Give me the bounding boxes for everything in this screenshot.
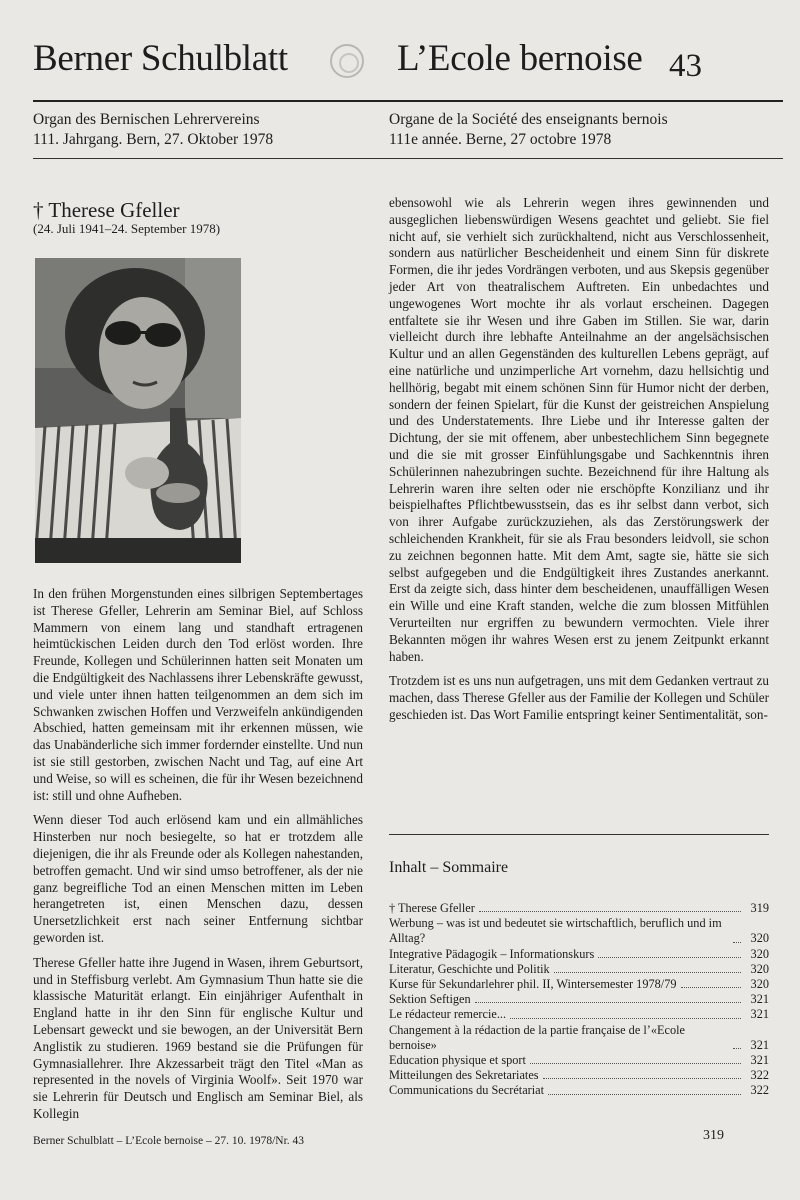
page-number: 319 — [703, 1128, 724, 1143]
contents-item-text: Sektion Seftigen — [389, 992, 471, 1007]
contents-item — [389, 1068, 769, 1083]
contents-item — [389, 962, 769, 977]
article-paragraph: Therese Gfeller hatte ihre Jugend in Wasen, ihrem Geburtsort, und in Steffisburg verlebt. Am Gymnasium Thun hatte sie die klassische Maturität erlangt. Ein einjähriger Aufenthalt in England hatte in ihr den Sinn für englische Kultur und Lebensart geweckt und sie bewogen, an der Universität Bern Anglistik zu studieren. 1969 bestand sie die Prüfungen für Gymnasiallehrer. Ihre Akzessarbeit trägt den Titel «Man as represented in the novels of Virginia Woolf». Seit 1970 war sie Lehrerin für Deutsch und Englisch am Seminar Biel, als Kollegin — [33, 954, 363, 1121]
portrait-photo-icon — [35, 258, 241, 563]
article-paragraph: Wenn dieser Tod auch erlösend kam und ein allmähliches Hinsterben nur noch besiegelte, so hat er trotzdem alle diejenigen, die ihr als Freunde oder als Kollegen nahestanden, betroffen gemacht. Und wir sind umso betroffener, als der nie ganz begreifliche Tod an einen Menschen mitten im Leben herangetreten ist, einen Menschen dazu, dessen Unersetzlichkeit erst nach seiner Entfernung sichtbar geworden ist. — [33, 812, 363, 945]
article-title: † Therese Gfeller — [33, 198, 180, 222]
dot-leader — [681, 987, 742, 988]
contents-item-page: 320 — [750, 931, 769, 946]
contents-item-page: 322 — [750, 1068, 769, 1083]
contents-title: Inhalt – Sommaire — [389, 859, 509, 876]
issue-de: 111. Jahrgang. Bern, 27. Oktober 1978 — [33, 131, 274, 148]
contents-item — [389, 916, 769, 946]
dot-leader — [733, 1048, 741, 1049]
contents-list — [389, 901, 769, 1099]
contents-item-page: 321 — [750, 1007, 769, 1022]
dot-leader — [543, 1078, 741, 1079]
masthead-title-de: Berner Schulblatt — [33, 38, 288, 79]
dot-leader — [598, 957, 741, 958]
dot-leader — [548, 1094, 741, 1095]
dot-leader — [479, 911, 741, 912]
contents-item-page: 319 — [750, 901, 769, 915]
contents-item — [389, 1023, 769, 1053]
contents-item-page: 322 — [750, 1083, 769, 1098]
contents-item-page: 320 — [750, 961, 769, 976]
contents-item — [389, 977, 769, 992]
contents-item — [389, 1007, 769, 1022]
contents-item-text: Mitteilungen des Sekretariates — [389, 1068, 539, 1083]
dot-leader — [733, 942, 741, 943]
contents-item-text: † Therese Gfeller — [389, 901, 475, 915]
footer-line: Berner Schulblatt – L’Ecole bernoise – 27. 10. 1978/Nr. 43 — [33, 1135, 305, 1147]
article-dates: (24. Juli 1941–24. September 1978) — [33, 221, 221, 236]
article-paragraph: ebensowohl wie als Lehrerin wegen ihres gewinnenden und ausgeglichen liebenswürdigen Wesens geachtet und geliebt. Sie fiel nicht auf, sie verhielt sich zurückhaltend, nicht aus Verschlossenheit, sondern aus natürlicher Bescheidenheit und einem Sinn für diskrete Formen, die ihr jedes Vordrängen verboten, und aus Skepsis gegenüber jeder Art von theatralischem Auftreten. Ein unbedachtes und ungewogenes Wort mochte ihr als vorlaut erscheinen. Dagegen entfaltete sie ihr Wesen und ihre Gaben im Stillen. Sie war, darin vielleicht durch ihre lebhafte Anteilnahme an der angelsächsischen Kultur und an allen Gegenständen des kulturellen Lebens geprägt, auf eine natürliche und unzimperliche Art vornehm, dazu hellsichtig und hellhörig, begabt mit einem schönen Sinn für Humor nicht der derben, sondern der feinen Spielart, für die Kunst der geistreichen Anspielung und des Understatements. Ihre Liebe und ihr Interesse galten der Dichtung, der sie mit offenem, aber unbestechlichem Sinn begegnete und die sie mit grosser Einfühlungsgabe und Sachkenntnis ihren Schülerinnen nahezubringen suchte. Bezeichnend für ihre Haltung als Lehrerin waren ihre selten oder nie erschöpfte Konzilianz und ihr beispielhaftes Pflichtbewusstsein, das es ihr selbst dann verbot, sich von ihrer Aufgabe zurückzuziehen, als das Zerstörungswerk der schleichenden Krankheit, für sie als Frau besonders leidvoll, sie schon zu zeichnen begonnen hatte. Mit dem Amt, sagte sie, hätte sie sich selbst aufgegeben und die Endgültigkeit ihres Zustandes anerkannt. Erst da zeigte sich, dass hinter dem bescheidenen, unauffälligen Wesen ein Wille und eine Kraft standen, welche die zum blossen Mitfühlen Verurteilten nur ergriffen zu bewundern vermochten. Viele ihrer Bekannten mögen ihr wahres Wesen erst zu jenem Zeitpunkt erkannt haben. — [389, 195, 769, 664]
issue-fr: 111e année. Berne, 27 octobre 1978 — [389, 131, 612, 148]
contents-item — [389, 1083, 769, 1098]
contents-item-text: Le rédacteur remercie... — [389, 1007, 507, 1022]
contents-item-page: 321 — [750, 1037, 769, 1052]
contents-item — [389, 947, 769, 962]
article-paragraph: In den frühen Morgenstunden eines silbrigen Septembertages ist Therese Gfeller, Lehrerin am Seminar Biel, auf Schloss Mammern von einem lang und standhaft ertragenen heimtückischen Leiden durch den Tod erlöst worden. Ihre Freunde, Kollegen und Schülerinnen hatten seit Monaten um die Endgültigkeit des Nachlassens ihrer Lebenskräfte gewusst, und viele unter ihnen hatten teilgenommen an dem sich im Schwanken zwischen Hoffen und Verzweifeln ankündigenden Abschied, hatten gemeinsam mit ihr erkennen müssen, wie das Unabänderliche sich immer fordernder einstellte. Und nun ist sie still gestorben, zwischen Nacht und Tag, auf eine Art und Weise, so will es scheinen, die für ihr Wesen bezeichnend ist: still und ohne Aufheben. — [33, 586, 363, 803]
contents-item-page: 320 — [750, 946, 769, 961]
contents-item-text: Integrative Pädagogik – Informationskurs — [389, 946, 595, 961]
contents-item-text: Werbung – was ist und bedeutet sie wirtschaftlich, beruflich und im Alltag? — [389, 916, 722, 946]
article-column-right — [389, 195, 769, 732]
contents-item-text: Education physique et sport — [389, 1053, 526, 1068]
masthead-title-fr: L’Ecole bernoise — [397, 38, 643, 79]
contents-item — [389, 901, 769, 916]
contents-item-text: Kurse für Sekundarlehrer phil. II, Wintersemester 1978/79 — [389, 977, 677, 992]
portrait-photo — [35, 258, 241, 563]
org-de: Organ des Bernischen Lehrervereins — [33, 111, 260, 128]
article-paragraph: Trotzdem ist es uns nun aufgetragen, uns mit dem Gedanken vertraut zu machen, dass Therese Gfeller aus der Familie der Kollegen und Schüler geschieden ist. Das Wort Familie entspringt keiner Sentimentalität, son- — [389, 673, 769, 722]
issue-number: 43 — [669, 48, 702, 84]
article-column-left — [33, 586, 363, 1131]
dot-leader — [475, 1002, 741, 1003]
dot-leader — [510, 1018, 741, 1019]
header-rule — [33, 158, 783, 159]
masthead-rule — [33, 100, 783, 102]
contents-item-text: Changement à la rédaction de la partie française de l’«Ecole bernoise» — [389, 1022, 686, 1052]
contents-rule — [389, 834, 769, 835]
org-fr: Organe de la Société des enseignants bernois — [389, 111, 668, 128]
contents-item-text: Literatur, Geschichte und Politik — [389, 961, 550, 976]
contents-item — [389, 992, 769, 1007]
dot-leader — [554, 972, 741, 973]
contents-item — [389, 1053, 769, 1068]
dot-leader — [530, 1063, 741, 1064]
seal-icon — [330, 44, 364, 78]
contents-item-page: 321 — [750, 1053, 769, 1068]
contents-item-page: 320 — [750, 977, 769, 992]
contents-item-text: Communications du Secrétariat — [389, 1083, 545, 1098]
contents-item-page: 321 — [750, 992, 769, 1007]
